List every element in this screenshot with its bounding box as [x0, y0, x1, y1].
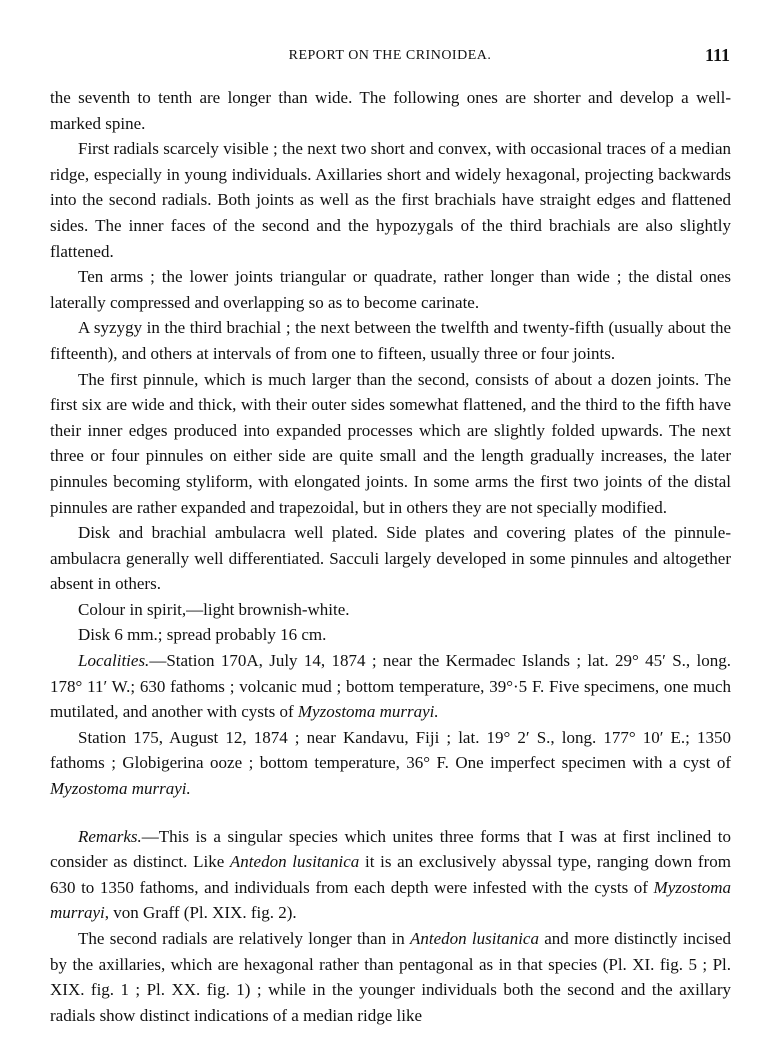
- text-run: Ten arms ; the lower joints triangular or quadrate, rather longer than wide ; the distal ones laterally compressed and overlapping so as to become carinate.: [50, 267, 731, 312]
- paragraph: [50, 520, 731, 597]
- page-number: 111: [704, 45, 730, 65]
- paragraph: [50, 315, 731, 366]
- text-run: —This is a singular species which unites three forms that I was at first inclined to consider as distinct. Like: [50, 826, 731, 872]
- text-run: Station 175, August 12, 1874 ; near Kandavu, Fiji ; lat. 19° 2′ S., long. 177° 10′ E.; 1350 fathoms ; Globigerina ooze ; bottom temperature, 36° F. One imperfect specimen with a cyst of: [50, 727, 731, 773]
- text-run: A syzygy in the third brachial ; the next between the twelfth and twenty-fifth (usually about the fifteenth), and others at intervals of from one to fifteen, usually three or four joints.: [50, 318, 731, 363]
- italic-text: Antedon lusitanica: [410, 929, 539, 948]
- paragraph: [50, 85, 731, 136]
- text-run: Disk and brachial ambulacra well plated. Side plates and covering plates of the pinnule-ambulacra generally well differentiated. Sacculi largely developed in some pinnules and altogether absent in others.: [50, 523, 731, 594]
- italic-text: Myzostoma murrayi: [50, 877, 731, 923]
- paragraph: [50, 264, 731, 315]
- page-header: [50, 46, 730, 70]
- body-text: [50, 85, 731, 1028]
- text-run: and more distinctly incised by the axillaries, which are hexagonal rather than pentagonal as in that species (Pl. XI. fig. 5 ; Pl. XIX. fig. 1 ; Pl. XX. fig. 1) ; while in the younger individuals both the second and the axillary radials show distinct indications of a median ridge like: [50, 929, 731, 1025]
- paragraph: [50, 648, 731, 725]
- italic-text: Myzostoma murrayi.: [297, 702, 439, 722]
- text-run: it is an exclusively abyssal type, ranging down from 630 to 1350 fathoms, and individuals from each depth were infested with the cysts of: [50, 852, 731, 897]
- text-run: —Station 170A, July 14, 1874 ; near the Kermadec Islands ; lat. 29° 45′ S., long. 178° 11′ W.; 630 fathoms ; volcanic mud ; bottom temperature, 39°·5 F. Five specimens, one much mutilated, and another with cysts of: [50, 651, 731, 722]
- paragraph: [50, 926, 731, 1028]
- italic-text: Antedon lusitanica: [229, 852, 360, 872]
- text-run: Colour in spirit,—light brownish-white.: [78, 599, 350, 619]
- running-title: REPORT ON THE CRINOIDEA.: [288, 48, 492, 63]
- paragraph: [50, 367, 731, 521]
- paragraph: [50, 725, 731, 802]
- paragraph: [50, 622, 731, 648]
- italic-text: Localities.: [78, 651, 150, 671]
- italic-text: Remarks.: [78, 826, 142, 846]
- text-run: the seventh to tenth are longer than wide. The following ones are shorter and develop a well-marked spine.: [50, 88, 731, 133]
- text-run: The second radials are relatively longer than in: [78, 929, 410, 948]
- paragraph: [50, 597, 731, 623]
- text-run: Disk 6 mm.; spread probably 16 cm.: [78, 625, 327, 645]
- text-run: The first pinnule, which is much larger than the second, consists of about a dozen joints. The first six are wide and thick, with their outer sides somewhat flattened, and the third to the fifth have their inner edges produced into expanded processes which are slightly folded upwards. The next three or four pinnules on either side are quite small and the length gradually increases, the later pinnules becoming styliform, with elongated joints. In some arms the first two joints of the distal pinnules are rather expanded and trapezoidal, but in others they are not specially modified.: [50, 369, 731, 517]
- italic-text: Myzostoma murrayi.: [50, 779, 191, 799]
- paragraph: [50, 136, 731, 264]
- text-run: , von Graff (Pl. XIX. fig. 2).: [104, 903, 297, 923]
- paragraph: [50, 824, 731, 926]
- text-run: First radials scarcely visible ; the next two short and convex, with occasional traces of a median ridge, especially in young individuals. Axillaries short and widely hexagonal, projecting backwards into the second radials. Both joints as well as the first brachials have straight edges and flattened sides. The inner faces of the second and the hypozygals of the third brachials are also slightly flattened.: [50, 139, 731, 261]
